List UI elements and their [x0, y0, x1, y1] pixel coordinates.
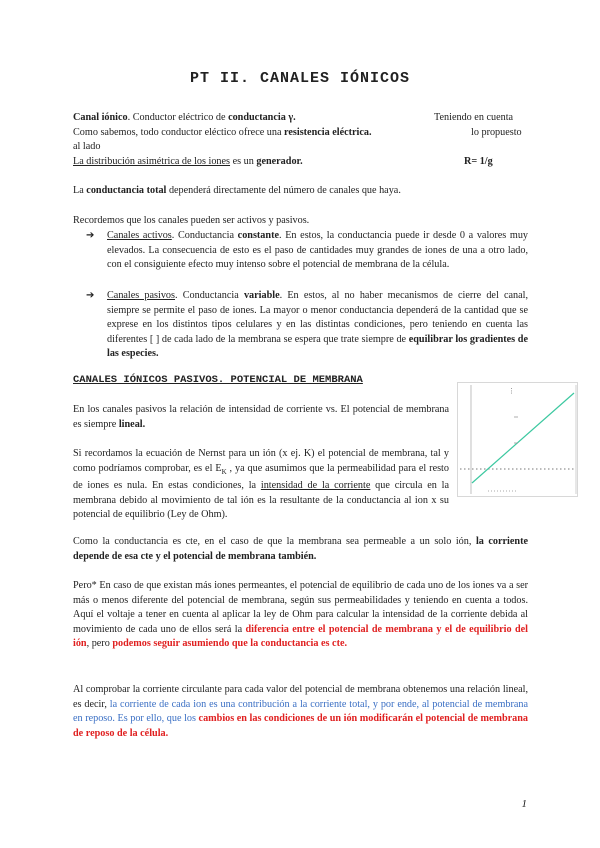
- bullet-canales-pasivos: ➔ Canales pasivos. Conductancia variable. En estos, al no haber mecanismos de cierre del canal, siempre se permite el paso de iones. La mayor o menor conductancia dependerá de la cantidad que se exprese en los distintos tipos celulares y en las distintas condiciones, pero teniendo en cuenta las diferentes [ ] de cada lado de la membrana se espera que trate siempre de equilibrar los gradientes de las especies.: [86, 290, 529, 360]
- paragraph-nernst: Si recordamos la ecuación de Nernst para un ión (x ej. K) el potencial de membrana, tal y como podríamos comprobar, es el $E_K$ , ya que asumimos que la permeabilidad para el resto de iones es nula. En estas condiciones, la intensidad de la corriente que circula en la membrana debido al movimiento de tal ión es la resultante de la conductancia al ion x su potencial de equilibrio (Ley de Ohm).: [73, 448, 449, 521]
- intro-line-4: La distribución asimétrica de los iones es un generador.: [73, 156, 303, 167]
- page-title: PT II. CANALES IÓNICOS: [189, 70, 411, 87]
- canal-ionico-term: Canal iónico: [73, 112, 128, 123]
- arrow-icon: ➔: [86, 230, 95, 241]
- recordemos-line: Recordemos que los canales pueden ser activos y pasivos.: [73, 215, 310, 226]
- paragraph-lineal: En los canales pasivos la relación de intensidad de corriente vs. El potencial de membrana es siempre lineal.: [73, 404, 449, 430]
- intro-line-3: al lado: [73, 141, 101, 152]
- side-note-2: lo propuesto: [471, 127, 522, 138]
- section-title: CANALES IÓNICOS PASIVOS. POTENCIAL DE MEMBRANA: [73, 374, 363, 386]
- formula-r: R= 1/g: [464, 156, 493, 167]
- iv-chart-svg: [458, 383, 577, 496]
- conductancia-total-line: La conductancia total dependerá directamente del número de canales que haya.: [73, 185, 401, 196]
- chart-iv-line: [472, 393, 574, 483]
- paragraph-final: Al comprobar la corriente circulante para cada valor del potencial de membrana obtenemos una relación lineal, es decir, la corriente de cada ion es una contribución a la corriente total, y por ende, al potencial de membrana en reposo. Es por ello, que los cambios en las condiciones de un ión modificarán el potencial de membrana de reposo de la célula.: [73, 684, 528, 739]
- iv-chart-image: [457, 382, 578, 497]
- paragraph-pero: Pero* En caso de que existan más iones permeantes, el potencial de equilibrio de cada uno de los iones va a ser más o menos diferente del potencial de membrana, según sus permeabilidades y teniendo en cuenta a todos. Aquí el voltaje a tener en cuenta al aplicar la ley de Ohm para calcular la intensidad de la corriente debida al movimiento de cada uno de ellos será la diferencia entre el potencial de membrana y el de equilibrio del ión, pero podemos seguir asumiendo que la conductancia es cte.: [73, 580, 528, 650]
- paragraph-cte: Como la conductancia es cte, en el caso de que la membrana sea permeable a un solo ión, la corriente depende de esa cte y el potencial de membrana también.: [73, 536, 528, 562]
- arrow-icon: ➔: [86, 290, 95, 301]
- side-note-1: Teniendo en cuenta: [434, 112, 514, 123]
- chart-glyph: ⋮: [508, 387, 515, 395]
- intro-line-2: Como sabemos, todo conductor eléctico ofrece una resistencia eléctrica.: [73, 127, 372, 138]
- bullet-canales-activos: ➔ Canales activos. Conductancia constante. En estos, la conductancia puede ir desde 0 a valores muy elevados. La consecuencia de esto es el paso de cantidades muy grandes de iones de una a otro lado, con el consiguiente efecto muy intenso sobre el potencial de membrana de la célula.: [86, 230, 529, 271]
- page-number: 1: [521, 798, 527, 810]
- intro-line-1: Canal iónico. Conductor eléctrico de conductancia γ.: [73, 112, 296, 123]
